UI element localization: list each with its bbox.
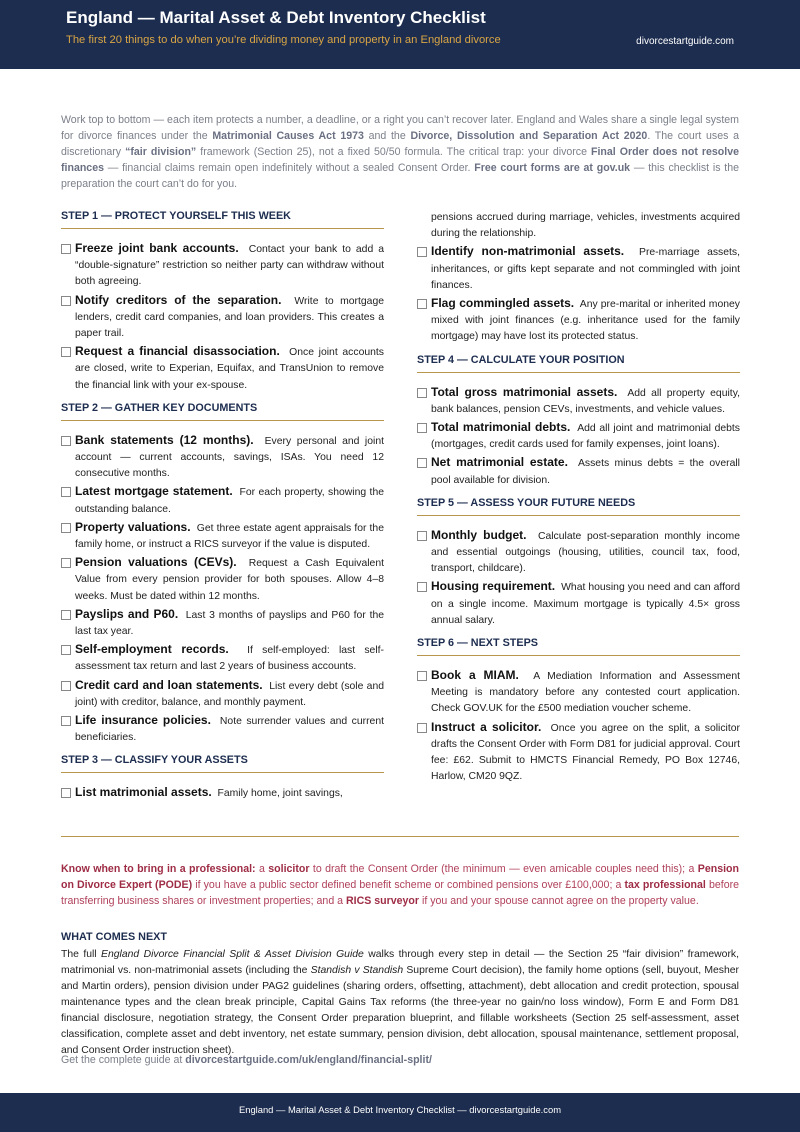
intro-bold: “fair division” — [125, 146, 197, 158]
item-desc: Add all property equity, bank balances, pension CEVs, investments, and vehicle values. — [431, 387, 740, 415]
checkbox[interactable] — [417, 582, 427, 592]
whats-next-heading: WHAT COMES NEXT — [61, 931, 167, 943]
checkbox[interactable] — [417, 671, 427, 681]
checklist-item — [417, 419, 740, 453]
item-title: Total matrimonial debts. — [431, 420, 571, 435]
pro-text: if you and your spouse cannot agree on the property value. — [419, 895, 699, 907]
checklist-item — [417, 667, 740, 718]
checklist-item — [417, 454, 740, 488]
item-desc: Once joint accounts are closed, write to Experian, Equifax, and TransUnion to remove the financial link with your ex-spouse. — [75, 347, 384, 391]
step-heading: STEP 6 — NEXT STEPS — [417, 637, 740, 656]
item-desc: Family home, joint savings, — [217, 788, 343, 800]
item-title: Total gross matrimonial assets. — [431, 384, 618, 399]
intro-bold: Final Order does not resolve finances — [61, 146, 739, 174]
item-title: Monthly budget. — [431, 527, 527, 542]
footer-banner — [0, 1093, 800, 1132]
item-desc: Get three estate agent appraisals for the family home, or instruct a RICS surveyor if the value is disputed. — [75, 522, 384, 551]
item-title: Flag commingled assets. — [431, 296, 575, 311]
checklist-item — [61, 677, 384, 711]
intro-text: . The court uses a discretionary — [61, 130, 739, 158]
item-title: Request a financial disassociation. — [75, 344, 280, 359]
step-1 — [61, 210, 384, 394]
step-heading: STEP 3 — CLASSIFY YOUR ASSETS — [61, 754, 384, 773]
checkbox[interactable] — [61, 558, 71, 568]
professional-note — [61, 861, 739, 909]
footer-text: England — Marital Asset & Debt Inventory Checklist — divorcestartguide.com — [238, 1104, 561, 1115]
intro-text: Work top to bottom — each item protects a number, a deadline, or a right you can’t recover later. England and Wales share a single legal system for divorce finances under the — [61, 114, 739, 142]
intro-text: — financial claims remain open indefinitely without a sealed Consent Order. — [103, 162, 475, 174]
item-title: Net matrimonial estate. — [431, 455, 568, 470]
step-4 — [417, 354, 740, 489]
case-name: Standish v Standish — [310, 965, 404, 976]
checklist-item — [61, 554, 384, 605]
item-desc: Contact your bank to add a “double-signature” restriction so neither party can withdraw without both agreeing. — [75, 244, 385, 288]
section-divider — [61, 836, 739, 837]
checkbox[interactable] — [61, 610, 71, 620]
checklist-item — [61, 641, 384, 675]
item-continuation: pensions accrued during marriage, vehicles, investments acquired during the relationship. — [431, 212, 740, 240]
checklist-item — [61, 606, 384, 640]
wcn-text: Supreme Court decision), the family home options (sell, buyout, Mesher and Martin orders), pension division under PAG2 guidelines (sharing orders, offsetting, attachment), debt allocation and credit protection, spousal maintenance types and the clean break principle, Capital Gains Tax reforms (the three-year no gain/no loss window), Form E and Form D81 financial disclosure, negotiation strategy, the Consent Order preparation blueprint, and fillable worksheets (Section 25 self-assessment, asset classification, complete asset and debt inventory, net estate summary, pension division, debt allocation, spousal maintenance, settlement proposal, and Consent Order instruction sheet). — [61, 965, 740, 1056]
item-title: Credit card and loan statements. — [75, 677, 263, 692]
item-desc: Any pre-marital or inherited money mixed with joint finances (e.g. inheritance used for the family mortgage) may have lost its protected status. — [431, 299, 740, 343]
item-desc: Every personal and joint account — current accounts, savings, ISAs. You need 12 consecutive months. — [75, 435, 384, 480]
page-title: England — Marital Asset & Debt Inventory Checklist — [66, 8, 486, 27]
checklist-item — [417, 578, 740, 629]
intro-bold: Free court forms are at gov.uk — [474, 162, 631, 174]
checkbox[interactable] — [61, 347, 71, 357]
step-2 — [61, 402, 384, 747]
checklist-item — [417, 719, 740, 786]
step-heading: STEP 4 — CALCULATE YOUR POSITION — [417, 354, 740, 373]
checklist-item — [61, 292, 384, 343]
checkbox[interactable] — [61, 788, 71, 798]
intro-text: and the — [363, 130, 411, 142]
checklist-item — [61, 432, 384, 483]
wcn-text: The full — [61, 949, 102, 960]
guide-link[interactable]: divorcestartguide.com/uk/england/financial-split/ — [185, 1054, 432, 1066]
step-6 — [417, 637, 740, 785]
checkbox[interactable] — [61, 523, 71, 533]
item-desc: Last 3 months of payslips and P60 for the last tax year. — [75, 609, 385, 638]
item-desc: Assets minus debts = the overall pool available for division. — [431, 458, 740, 486]
item-desc: Write to mortgage lenders, credit card companies, and loan providers. This creates a paper trail. — [75, 295, 385, 340]
pro-bold: solicitor — [268, 863, 310, 875]
checklist-item — [61, 784, 384, 802]
item-title: Instruct a solicitor. — [431, 719, 542, 734]
pro-bold: Pension on Divorce Expert (PODE) — [61, 863, 740, 891]
checkbox[interactable] — [61, 436, 71, 446]
checkbox[interactable] — [417, 458, 427, 468]
checkbox[interactable] — [61, 645, 71, 655]
checklist-item — [417, 527, 740, 578]
intro-text: — this checklist is the preparation the court can’t do for you. — [61, 162, 740, 190]
item-title: Bank statements (12 months). — [75, 432, 254, 447]
step-3 — [61, 754, 384, 802]
intro-paragraph — [61, 112, 739, 192]
item-desc: Pre-marriage assets, inheritances, or gifts kept separate and not commingled with joint finances. — [431, 247, 740, 291]
checkbox[interactable] — [61, 681, 71, 691]
pro-text: before transferring business shares or investment properties; and a — [61, 879, 740, 907]
step-heading: STEP 2 — GATHER KEY DOCUMENTS — [61, 402, 384, 421]
checklist-item — [417, 384, 740, 418]
item-desc: Add all joint and matrimonial debts (mortgages, credit cards used for family expenses, joint loans). — [431, 423, 740, 451]
item-desc: Calculate post-separation monthly income and essential outgoings (housing, utilities, council tax, food, transport, childcare). — [431, 530, 740, 575]
item-title: Freeze joint bank accounts. — [75, 241, 239, 255]
step-heading: STEP 5 — ASSESS YOUR FUTURE NEEDS — [417, 497, 740, 516]
item-title: Pension valuations (CEVs). — [75, 555, 237, 570]
checklist-item — [417, 295, 740, 346]
pro-text: to draft the Consent Order (the minimum — even amicable couples need this); a — [309, 863, 698, 875]
site-name[interactable]: divorcestartguide.com — [636, 36, 734, 47]
checklist-item — [61, 483, 384, 517]
intro-bold: Matrimonial Causes Act 1973 — [212, 130, 364, 142]
pro-text: a — [255, 863, 269, 875]
step-5 — [417, 497, 740, 629]
item-title: Housing requirement. — [431, 579, 556, 594]
step-heading: STEP 1 — PROTECT YOURSELF THIS WEEK — [61, 210, 384, 229]
checklist-item — [61, 343, 384, 394]
checklist-item — [417, 243, 740, 294]
item-desc: A Mediation Information and Assessment Meeting is mandatory before any contested court application. Check GOV.UK for the £500 mediation voucher scheme. — [431, 671, 740, 715]
item-title: Life insurance policies. — [75, 713, 211, 728]
checkbox[interactable] — [61, 296, 71, 306]
item-desc: Note surrender values and current beneficiaries. — [75, 716, 384, 744]
checkbox[interactable] — [61, 716, 71, 726]
checkbox[interactable] — [417, 299, 427, 309]
wcn-text: walks through every step in detail — the Section 25 “fair division” framework, matrimonial vs. non-matrimonial assets (including the — [61, 949, 740, 976]
item-desc: List every debt (sole and joint) with creditor, balance, and monthly payment. — [75, 680, 385, 708]
step-3-continued — [417, 210, 740, 346]
checkbox[interactable] — [61, 487, 71, 497]
item-title: Identify non-matrimonial assets. — [431, 244, 625, 259]
item-title: Notify creditors of the separation. — [75, 292, 282, 307]
item-title: List matrimonial assets. — [75, 785, 212, 800]
checkbox[interactable] — [417, 247, 427, 257]
item-title: Payslips and P60. — [75, 606, 179, 621]
pro-text: if you have a public sector defined benefit scheme or combined pensions over £100,000; a — [192, 879, 625, 891]
checkbox[interactable] — [417, 388, 427, 398]
checkbox[interactable] — [417, 531, 427, 541]
checkbox[interactable] — [417, 723, 427, 733]
item-title: Property valuations. — [75, 519, 191, 534]
intro-text: framework (Section 25), not a fixed 50/50 formula. The critical trap: your divorce — [196, 146, 591, 158]
right-column — [417, 210, 740, 793]
item-title: Latest mortgage statement. — [75, 484, 233, 499]
item-desc: For each property, showing the outstanding balance. — [75, 487, 385, 515]
item-desc: What housing you need and can afford on a single income. Maximum mortgage is typically 4.5× gross annual salary. — [431, 582, 741, 626]
item-title: Book a MIAM. — [431, 668, 519, 683]
item-desc: Once you agree on the split, a solicitor drafts the Consent Order with Form D81 for judicial approval. Court fee: £62. Submit to HMCTS Financial Remedy, PO Box 12746, Harlow, CM20 9QZ. — [431, 722, 740, 783]
checklist-item — [61, 519, 384, 553]
item-title: Self-employment records. — [75, 642, 229, 657]
header-banner — [0, 0, 800, 69]
checkbox[interactable] — [61, 244, 71, 254]
guide-title: England Divorce Financial Split & Asset Division Guide — [101, 949, 364, 960]
page-subtitle: The first 20 things to do when you’re dividing money and property in an England divorce — [66, 34, 501, 46]
intro-bold: Divorce, Dissolution and Separation Act 2020 — [410, 130, 648, 142]
item-desc: Request a Cash Equivalent Value from every pension provider for both spouses. Allow 4–8 weeks. Must be dated within 12 months. — [75, 558, 385, 602]
guide-link-line — [61, 1054, 432, 1066]
left-column — [61, 210, 384, 811]
whats-next-text — [61, 947, 739, 1059]
guide-link-prefix: Get the complete guide at — [61, 1054, 186, 1066]
item-desc: If self-employed: last self-assessment tax return and last 2 years of business accounts. — [75, 645, 384, 673]
checklist-item — [61, 240, 384, 291]
pro-bold: Know when to bring in a professional: — [61, 863, 256, 875]
pro-bold: RICS surveyor — [346, 895, 420, 907]
checkbox[interactable] — [417, 423, 427, 433]
checklist-item — [61, 712, 384, 746]
pro-bold: tax professional — [624, 879, 706, 891]
